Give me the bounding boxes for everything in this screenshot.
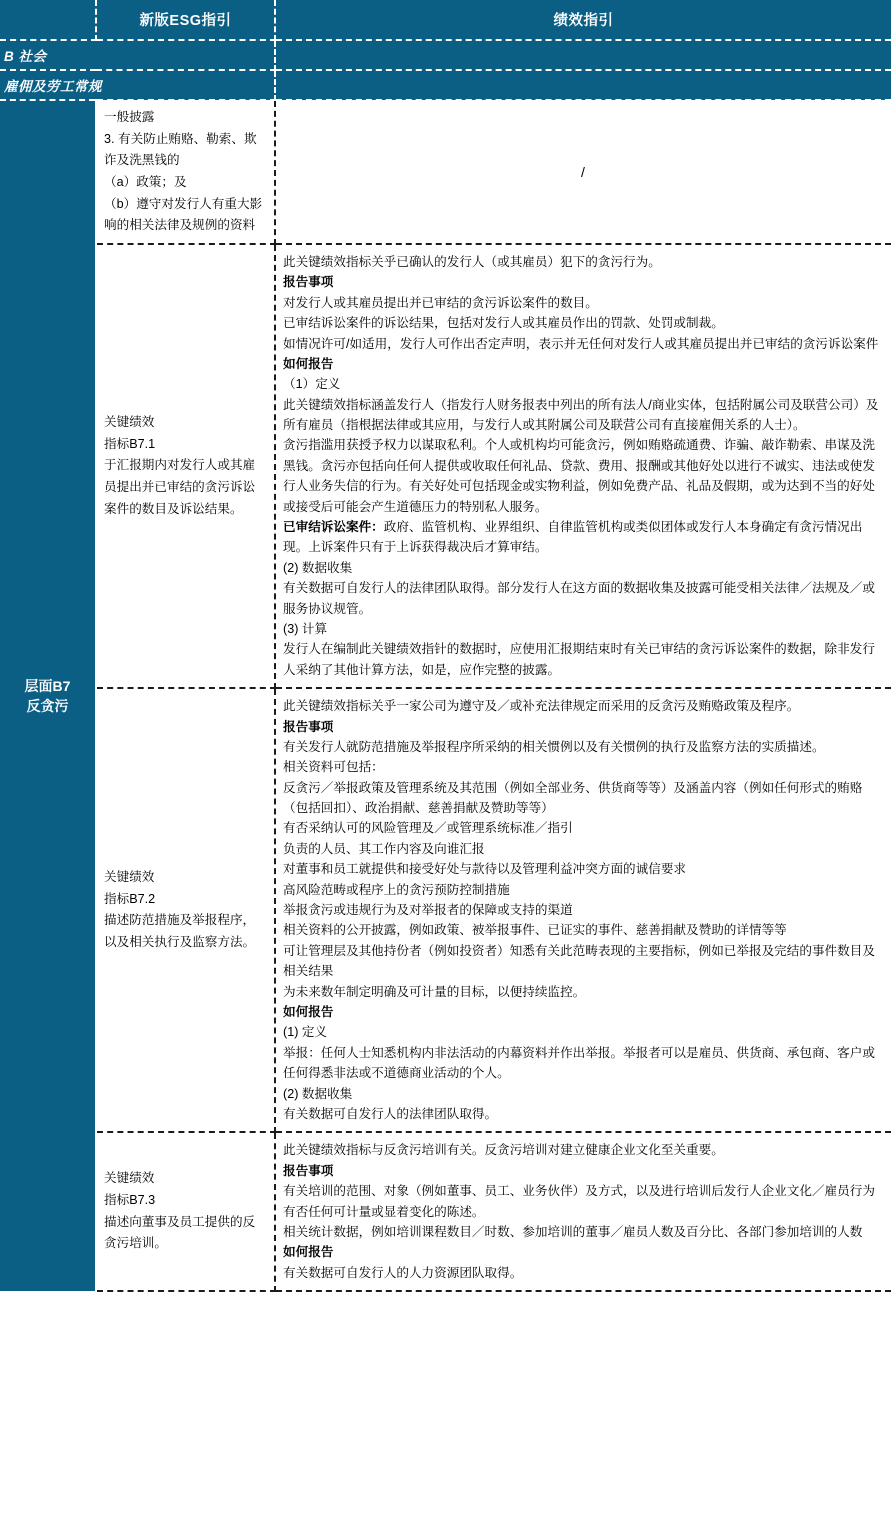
band-label-employment: 雇佣及劳工常规 xyxy=(0,70,275,100)
guide-paragraph: 如情况许可/如适用，发行人可作出否定声明，表示并无任何对发行人或其雇员提出并已审结的贪污诉讼案件 xyxy=(283,336,879,351)
guide-paragraph: 对发行人或其雇员提出并已审结的贪污诉讼案件的数目。 xyxy=(283,295,598,310)
kpi-text-general-disclosure xyxy=(96,100,275,244)
guide-subheading: 如何报告 xyxy=(283,1245,334,1260)
guide-paragraph: (1) 定义 xyxy=(283,1025,328,1040)
kpi-line: 关键绩效 xyxy=(104,414,155,429)
kpi-line: 一般披露 xyxy=(104,110,155,124)
row-kpi-b7-1 xyxy=(0,244,891,688)
band-row-social xyxy=(0,40,891,70)
kpi-line: 3. 有关防止贿赂、勒索、欺 xyxy=(104,131,257,146)
kpi-line: 指标B7.1 xyxy=(104,436,156,451)
guide-paragraph: （1）定义 xyxy=(283,377,341,392)
kpi-text-b7-1 xyxy=(96,244,275,688)
band-label-social: B 社会 xyxy=(0,40,275,70)
row-kpi-b7-3 xyxy=(0,1132,891,1291)
guide-paragraph: 反贪污／举报政策及管理系统及其范围（例如全部业务、供货商等等）及涵盖内容（例如任何形式的贿赂（包括回扣）、政治捐献、慈善捐献及赞助等等） xyxy=(283,780,863,816)
band-row-employment xyxy=(0,70,891,100)
kpi-line: 指标B7.3 xyxy=(104,1193,156,1208)
guide-paragraph: 为未来数年制定明确及可计量的目标，以便持续监控。 xyxy=(283,984,586,999)
guide-paragraph: 已审结诉讼案件：政府、监管机构、业界组织、自律监管机构或类似团体或发行人本身确定有贪污情况出现。上诉案件只有于上诉获得裁决后才算审结。 xyxy=(283,520,863,555)
guide-paragraph: 相关统计数据，例如培训课程数目／时数、参加培训的董事／雇员人数及百分比、各部门参加培训的人数 xyxy=(283,1224,863,1239)
kpi-line: 以及相关执行及监察方法。 xyxy=(104,934,256,949)
guide-paragraph: 已审结诉讼案件的诉讼结果，包括对发行人或其雇员作出的罚款、处罚或制裁。 xyxy=(283,316,724,331)
guide-paragraph: 高风险范畴或程序上的贪污预防控制措施 xyxy=(283,882,510,897)
row-kpi-b7-2 xyxy=(0,688,891,1132)
band-filler-social xyxy=(275,40,891,70)
guide-paragraph: 此关键绩效指标关乎一家公司为遵守及／或补充法律规定而采用的反贪污及贿赂政策及程序。 xyxy=(283,699,800,714)
row-general-disclosure xyxy=(0,100,891,244)
kpi-line: 描述向董事及员工提供的反 xyxy=(104,1214,256,1229)
kpi-line: 于汇报期内对发行人或其雇 xyxy=(104,458,256,473)
band-filler-employment xyxy=(275,70,891,100)
kpi-line: 案件的数目及诉讼结果。 xyxy=(104,501,243,516)
kpi-text-b7-2 xyxy=(96,688,275,1132)
guide-paragraph: (2) 数据收集 xyxy=(283,560,353,575)
header-performance-col: 绩效指引 xyxy=(275,0,891,40)
guide-text-b7-1 xyxy=(275,244,891,688)
guide-paragraph: 有关培训的范围、对象（例如董事、员工、业务伙伴）及方式，以及进行培训后发行人企业文化／雇员行为有否任何可计量或显着变化的陈述。 xyxy=(283,1184,875,1219)
guide-inline-bold: 已审结诉讼案件： xyxy=(283,520,384,535)
guide-subheading: 如何报告 xyxy=(283,1005,334,1019)
guide-paragraph: 对董事和员工就提供和接受好处与款待以及管理利益冲突方面的诚信要求 xyxy=(283,862,686,877)
guide-paragraph: 此关键绩效指标与反贪污培训有关。反贪污培训对建立健康企业文化至关重要。 xyxy=(283,1143,724,1158)
kpi-line: 关键绩效 xyxy=(104,869,155,884)
kpi-line: 关键绩效 xyxy=(104,1171,155,1186)
guide-paragraph: 有关数据可自发行人的法律团队取得。 xyxy=(283,1106,498,1121)
kpi-line: 响的相关法律及规例的资料 xyxy=(104,218,256,233)
kpi-line: 员提出并已审结的贪污诉讼 xyxy=(104,479,256,494)
guide-paragraph: 负责的人员、其工作内容及向谁汇报 xyxy=(283,841,485,856)
kpi-line: 贪污培训。 xyxy=(104,1236,167,1251)
guide-subheading: 报告事项 xyxy=(283,719,334,734)
guide-paragraph: 可让管理层及其他持份者（例如投资者）知悉有关此范畴表现的主要指标，例如已举报及完结的事件数目及相关结果 xyxy=(283,943,875,979)
guide-paragraph: 有关数据可自发行人的法律团队取得。部分发行人在这方面的数据收集及披露可能受相关法律／法规及／或服务协议规管。 xyxy=(283,581,875,616)
guide-paragraph: 相关资料的公开披露，例如政策、被举报事件、已证实的事件、慈善捐献及赞助的详情等等 xyxy=(283,923,787,938)
guide-subheading: 如何报告 xyxy=(283,356,334,371)
kpi-line: 指标B7.2 xyxy=(104,891,156,906)
aspect-label-line2: 反贪污 xyxy=(26,698,69,715)
kpi-line: 描述防范措施及举报程序， xyxy=(104,913,256,928)
guide-paragraph: 贪污指滥用获授予权力以谋取私利。个人或机构均可能贪污，例如贿赂疏通费、诈骗、敲诈勒索、串谋及洗黑钱。贪污亦包括向任何人提供或收取任何礼品、贷款、费用、报酬或其他好处以进行不诚实、违法或使发行人业务失信的行为。有关好处可包括现金或实物利益，例如免费产品、礼品及假期，或为达到不当的好处或接受后可能会产生道德压力的特别私人服务。 xyxy=(283,438,875,514)
slash-placeholder: / xyxy=(581,163,585,180)
guide-paragraph: 举报：任何人士知悉机构内非法活动的内幕资料并作出举报。举报者可以是雇员、供货商、承包商、客户或任何得悉非法或不道德商业活动的个人。 xyxy=(283,1045,875,1081)
guide-paragraph: (2) 数据收集 xyxy=(283,1086,353,1101)
guide-paragraph: 有关发行人就防范措施及举报程序所采纳的相关惯例以及有关惯例的执行及监察方法的实质描述。 xyxy=(283,739,825,754)
header-aspect-col xyxy=(0,0,96,40)
aspect-label-b7 xyxy=(0,100,96,1291)
guide-subheading: 报告事项 xyxy=(283,1163,334,1178)
guide-paragraph: 有否采纳认可的风险管理及／或管理系统标准／指引 xyxy=(283,821,573,836)
guide-paragraph: 相关资料可包括： xyxy=(283,760,384,775)
kpi-line: 诈及洗黑钱的 xyxy=(104,153,180,168)
guide-paragraph: 有关数据可自发行人的人力资源团队取得。 xyxy=(283,1265,523,1280)
table-header-row xyxy=(0,0,891,40)
guide-paragraph: 此关键绩效指标涵盖发行人（指发行人财务报表中列出的所有法人/商业实体，包括附属公司及联营公司）及所有雇员（指根据法律或其应用，与发行人或其附属公司及联营公司有直接雇佣关系的人士）。 xyxy=(283,397,879,433)
header-new-esg-col: 新版ESG指引 xyxy=(96,0,275,40)
guide-paragraph: 举报贪污或违规行为及对举报者的保障或支持的渠道 xyxy=(283,903,573,918)
guide-paragraph: (3) 计算 xyxy=(283,621,328,636)
guide-text-general-disclosure xyxy=(275,100,891,244)
kpi-line: （a）政策；及 xyxy=(104,174,187,189)
guide-text-b7-3 xyxy=(275,1132,891,1291)
kpi-text-b7-3 xyxy=(96,1132,275,1291)
aspect-label-line1: 层面B7 xyxy=(24,677,71,694)
guide-text-b7-2 xyxy=(275,688,891,1132)
guide-paragraph: 发行人在编制此关键绩效指针的数据时，应使用汇报期结束时有关已审结的贪污诉讼案件的数据，除非发行人采纳了其他计算方法，如是，应作完整的披露。 xyxy=(283,642,875,677)
guide-subheading: 报告事项 xyxy=(283,275,334,290)
guide-paragraph: 此关键绩效指标关乎已确认的发行人（或其雇员）犯下的贪污行为。 xyxy=(283,254,661,269)
kpi-line: （b）遵守对发行人有重大影 xyxy=(104,196,263,211)
